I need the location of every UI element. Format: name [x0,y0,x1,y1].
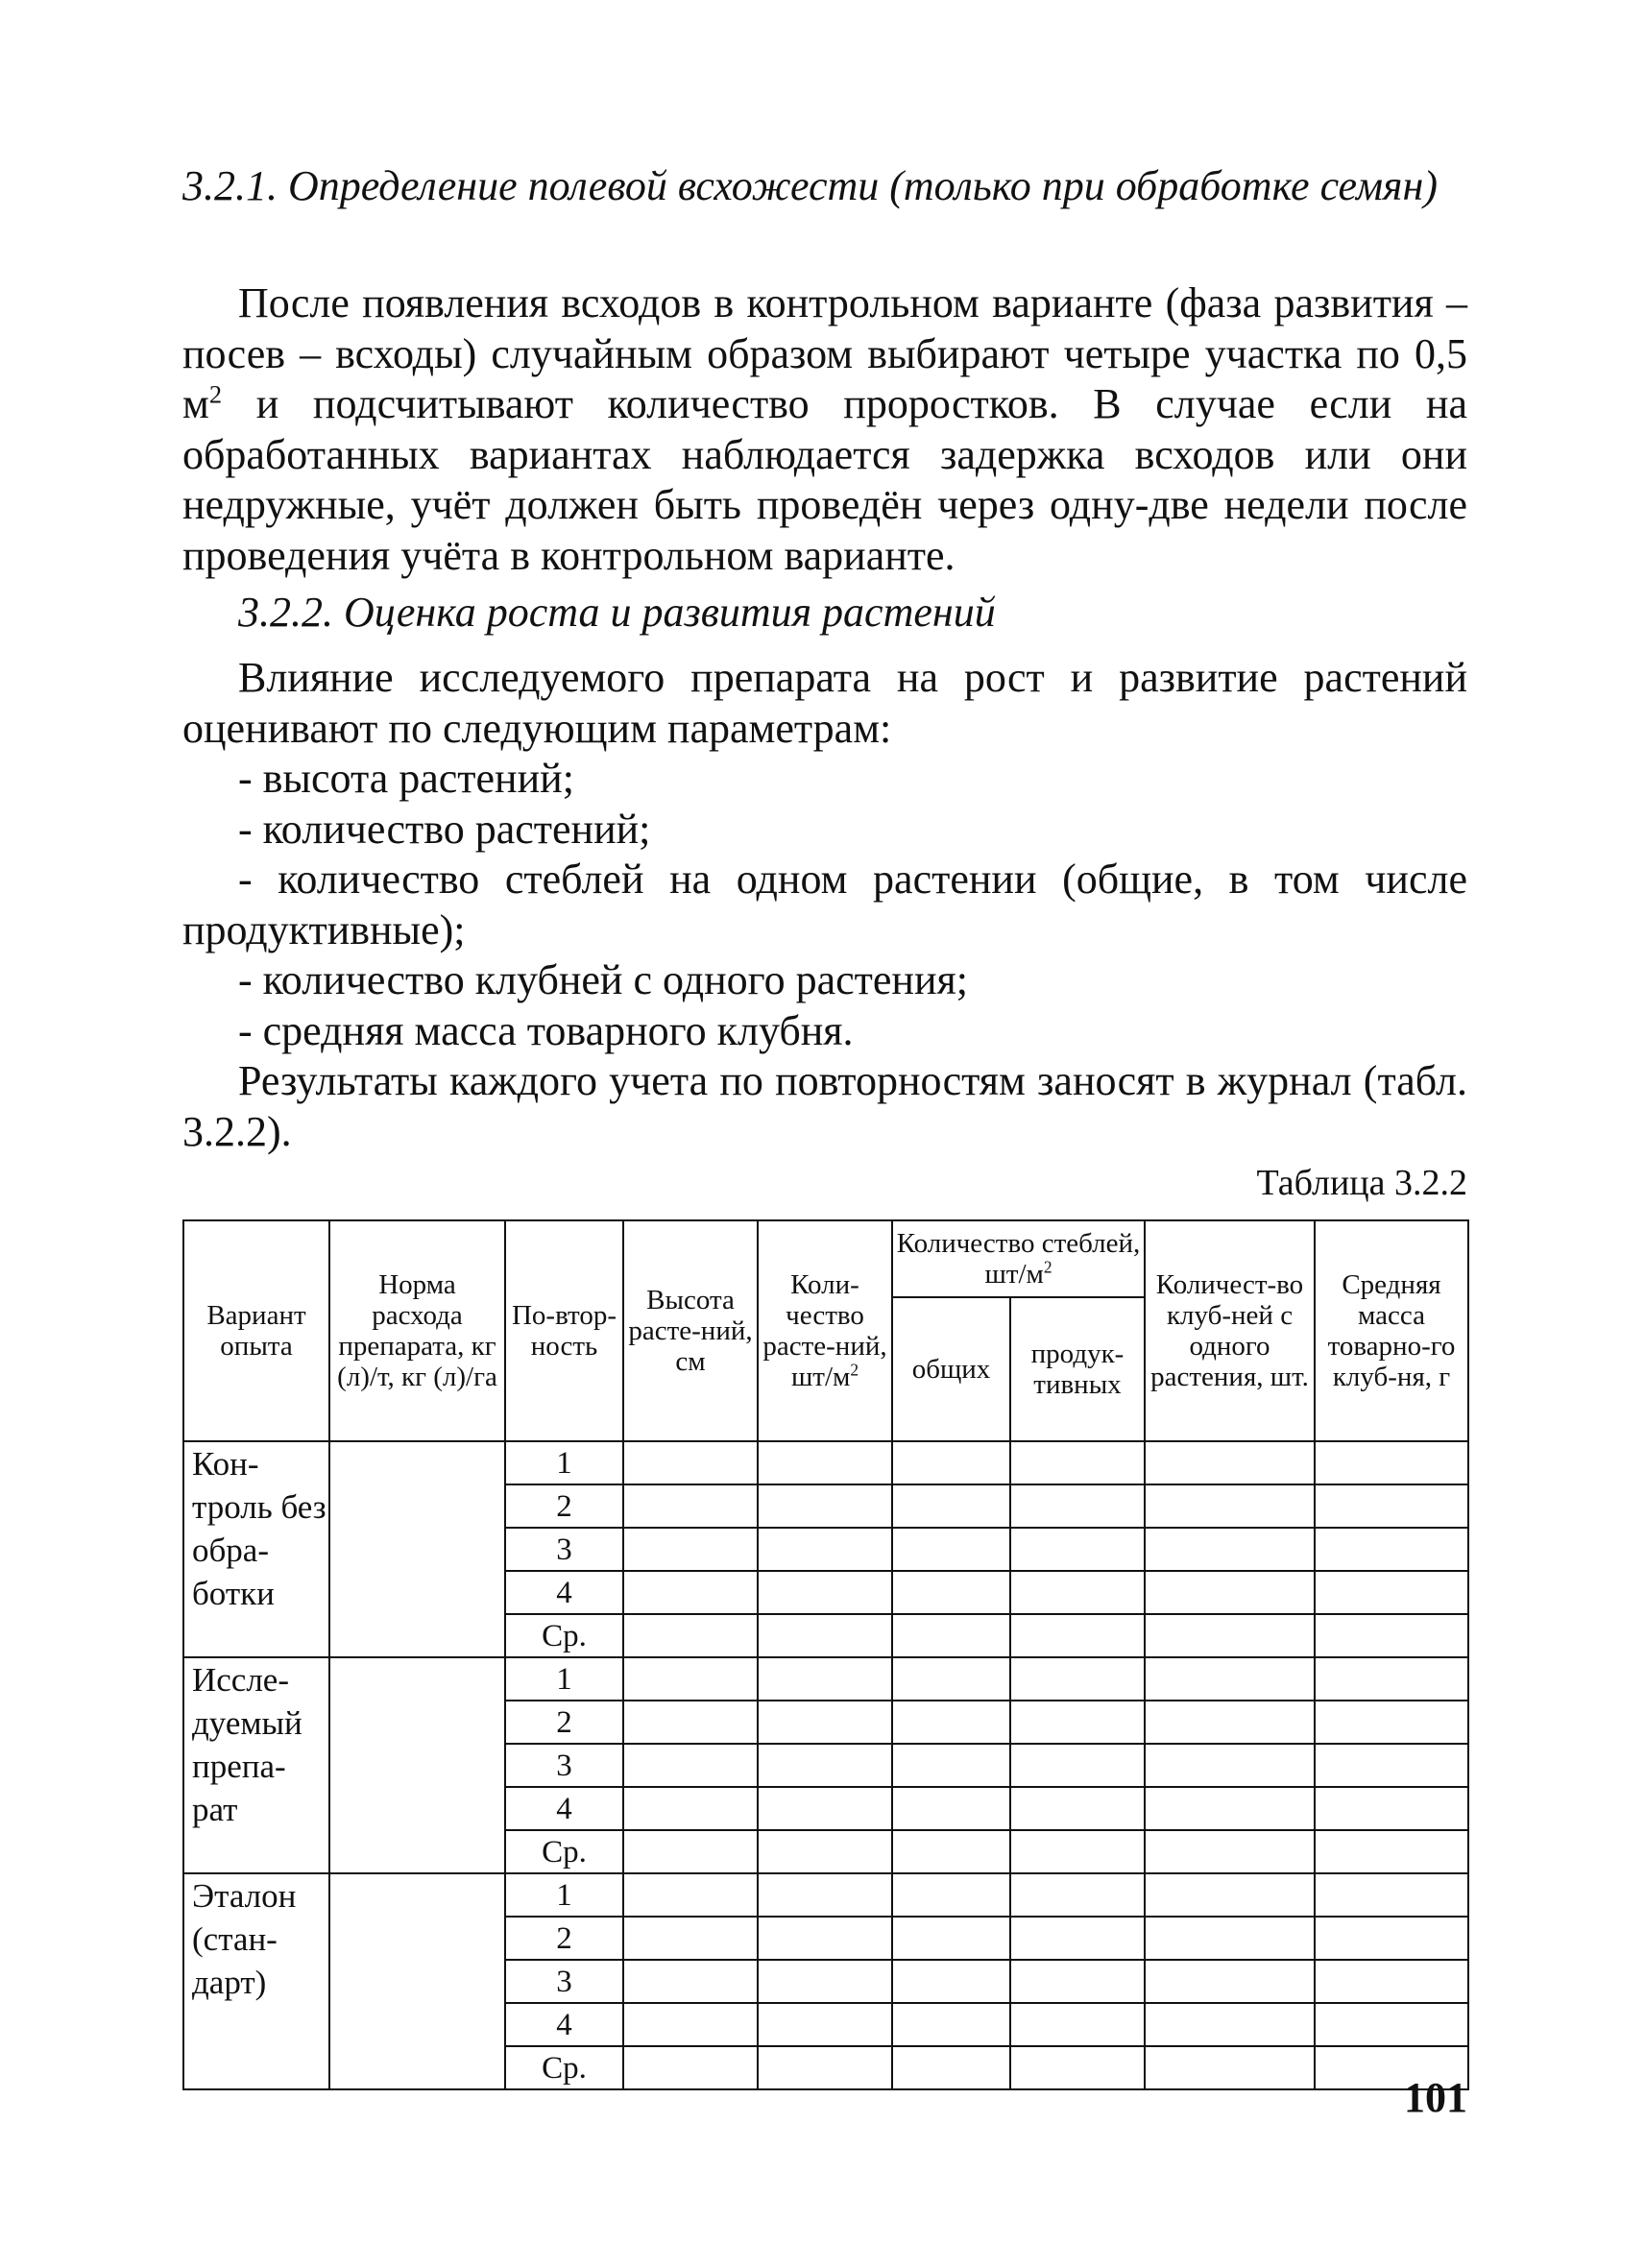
repeat-cell: 2 [505,1917,623,1960]
empty-cell [1145,1917,1315,1960]
header-mass: Средняя масса товарно-го клуб-ня, г [1315,1220,1468,1441]
empty-cell [623,1701,758,1744]
header-stems-productive: продук-тивных [1010,1297,1145,1441]
empty-cell [758,1917,892,1960]
table-body [183,1441,1468,2089]
empty-cell [1010,1830,1145,1873]
empty-cell [758,1960,892,2003]
list-item: - количество стеблей на одном растении (общие, в том числе продуктивные); [182,856,1467,953]
empty-cell [1315,1441,1468,1484]
empty-cell [1315,1657,1468,1701]
empty-cell [892,1441,1010,1484]
journal-table [182,1219,1469,2090]
list-item: - высота растений; [238,755,574,802]
variant-cell: Кон-троль без обра-ботки [183,1441,329,1657]
empty-cell [1315,1960,1468,2003]
empty-cell [623,1960,758,2003]
empty-cell [892,1528,1010,1571]
empty-cell [758,2046,892,2089]
empty-cell [1010,2003,1145,2046]
header-variant: Вариант опыта [183,1220,329,1441]
empty-cell [1010,2046,1145,2089]
norm-cell [329,1657,505,1873]
superscript: 2 [1043,1257,1052,1277]
empty-cell [1145,1744,1315,1787]
empty-cell [1315,1528,1468,1571]
table-label: Таблица 3.2.2 [1256,1163,1467,1203]
empty-cell [1145,1830,1315,1873]
empty-cell [623,1830,758,1873]
empty-cell [1145,1441,1315,1484]
empty-cell [758,1787,892,1830]
empty-cell [758,1614,892,1657]
empty-cell [1145,2003,1315,2046]
empty-cell [1010,1441,1145,1484]
empty-cell [1315,1830,1468,1873]
empty-cell [1010,1657,1145,1701]
empty-cell [623,1787,758,1830]
paragraph-parameters-intro: Влияние исследуемого препарата на рост и развитие растений оценивают по следующим параметрам: [182,654,1467,752]
repeat-cell: 3 [505,1744,623,1787]
empty-cell [1145,1614,1315,1657]
empty-cell [1145,1528,1315,1571]
empty-cell [758,2003,892,2046]
empty-cell [1145,1657,1315,1701]
empty-cell [623,2046,758,2089]
header-stems-text: Количество стеблей, шт/м [896,1228,1141,1290]
paragraph-results: Результаты каждого учета по повторностям заносят в журнал (табл. 3.2.2). [182,1057,1467,1155]
empty-cell [892,1960,1010,2003]
repeat-cell: 4 [505,1787,623,1830]
empty-cell [892,2046,1010,2089]
empty-cell [1010,1873,1145,1917]
empty-cell [1315,1614,1468,1657]
list-item: - средняя масса товарного клубня. [238,1007,854,1054]
superscript: 2 [208,379,223,409]
paragraph-field-germination [182,278,1467,581]
empty-cell [1315,1873,1468,1917]
empty-cell [623,1484,758,1528]
header-height: Высота расте-ний, см [623,1220,758,1441]
section-title-3-2-1: 3.2.1. Определение полевой всхожести (только при обработке семян) [182,162,1438,209]
empty-cell [1315,1571,1468,1614]
empty-cell [892,1830,1010,1873]
repeat-cell: 1 [505,1657,623,1701]
superscript: 2 [850,1360,859,1380]
variant-cell: Эталон (стан-дарт) [183,1873,329,2089]
empty-cell [758,1571,892,1614]
repeat-cell: 1 [505,1441,623,1484]
empty-cell [623,1873,758,1917]
empty-cell [892,1744,1010,1787]
table-row [183,1873,1468,1917]
empty-cell [1315,1787,1468,1830]
repeat-cell: Ср. [505,1614,623,1657]
empty-cell [1010,1571,1145,1614]
empty-cell [1010,1614,1145,1657]
empty-cell [1010,1960,1145,2003]
empty-cell [1145,1484,1315,1528]
header-stems-total: общих [892,1297,1010,1441]
empty-cell [1010,1744,1145,1787]
empty-cell [623,1744,758,1787]
repeat-cell: 3 [505,1960,623,2003]
variant-cell: Иссле-дуемый препа-рат [183,1657,329,1873]
empty-cell [1145,1873,1315,1917]
empty-cell [1315,2003,1468,2046]
empty-cell [892,1873,1010,1917]
empty-cell [623,1528,758,1571]
repeat-cell: 3 [505,1528,623,1571]
empty-cell [892,1787,1010,1830]
repeat-cell: 2 [505,1701,623,1744]
repeat-cell: 4 [505,1571,623,1614]
repeat-cell: 2 [505,1484,623,1528]
empty-cell [1010,1787,1145,1830]
paragraph-text-a: После появления всходов в контрольном варианте (фаза развития – посев – всходы) случайным образом выбирают четыре участка по 0,5 м [182,279,1467,427]
empty-cell [892,1484,1010,1528]
repeat-cell: 1 [505,1873,623,1917]
empty-cell [1315,1484,1468,1528]
empty-cell [1010,1701,1145,1744]
header-plant-count-text: Коли-чество расте-ний, шт/м [762,1269,887,1392]
list-item: - количество клубней с одного растения; [238,956,968,1003]
empty-cell [1145,1787,1315,1830]
empty-cell [1315,1701,1468,1744]
empty-cell [758,1484,892,1528]
empty-cell [623,1917,758,1960]
header-tubers: Количест-во клуб-ней с одного растения, шт. [1145,1220,1315,1441]
empty-cell [892,1917,1010,1960]
header-repeat: По-втор-ность [505,1220,623,1441]
empty-cell [758,1657,892,1701]
empty-cell [892,1701,1010,1744]
empty-cell [623,1614,758,1657]
header-stems [892,1220,1145,1297]
page-number: 101 [1404,2074,1467,2121]
list-item: - количество растений; [238,806,651,853]
repeat-cell: Ср. [505,1830,623,1873]
table-row [183,1441,1468,1484]
empty-cell [1145,2046,1315,2089]
empty-cell [758,1528,892,1571]
norm-cell [329,1441,505,1657]
empty-cell [1315,1744,1468,1787]
empty-cell [623,1657,758,1701]
empty-cell [1010,1528,1145,1571]
empty-cell [1010,1917,1145,1960]
table-row [183,1657,1468,1701]
repeat-cell: Ср. [505,2046,623,2089]
empty-cell [892,1571,1010,1614]
empty-cell [623,1571,758,1614]
empty-cell [758,1873,892,1917]
empty-cell [758,1701,892,1744]
repeat-cell: 4 [505,2003,623,2046]
empty-cell [758,1830,892,1873]
empty-cell [758,1441,892,1484]
empty-cell [1315,1917,1468,1960]
empty-cell [623,1441,758,1484]
empty-cell [1145,1571,1315,1614]
paragraph-text-b: и подсчитывают количество проростков. В случае если на обработанных вариантах наблюдается задержка всходов или они недружные, учёт должен быть проведён через одну-две недели после проведения учёта в контрольном варианте. [182,380,1467,579]
empty-cell [1145,1960,1315,2003]
empty-cell [758,1744,892,1787]
norm-cell [329,1873,505,2089]
empty-cell [623,2003,758,2046]
empty-cell [1010,1484,1145,1528]
header-plant-count [758,1220,892,1441]
empty-cell [892,1657,1010,1701]
section-title-3-2-2: 3.2.2. Оценка роста и развития растений [238,589,996,636]
empty-cell [1145,1701,1315,1744]
empty-cell [892,2003,1010,2046]
empty-cell [892,1614,1010,1657]
header-norm: Норма расхода препарата, кг (л)/т, кг (л)/га [329,1220,505,1441]
